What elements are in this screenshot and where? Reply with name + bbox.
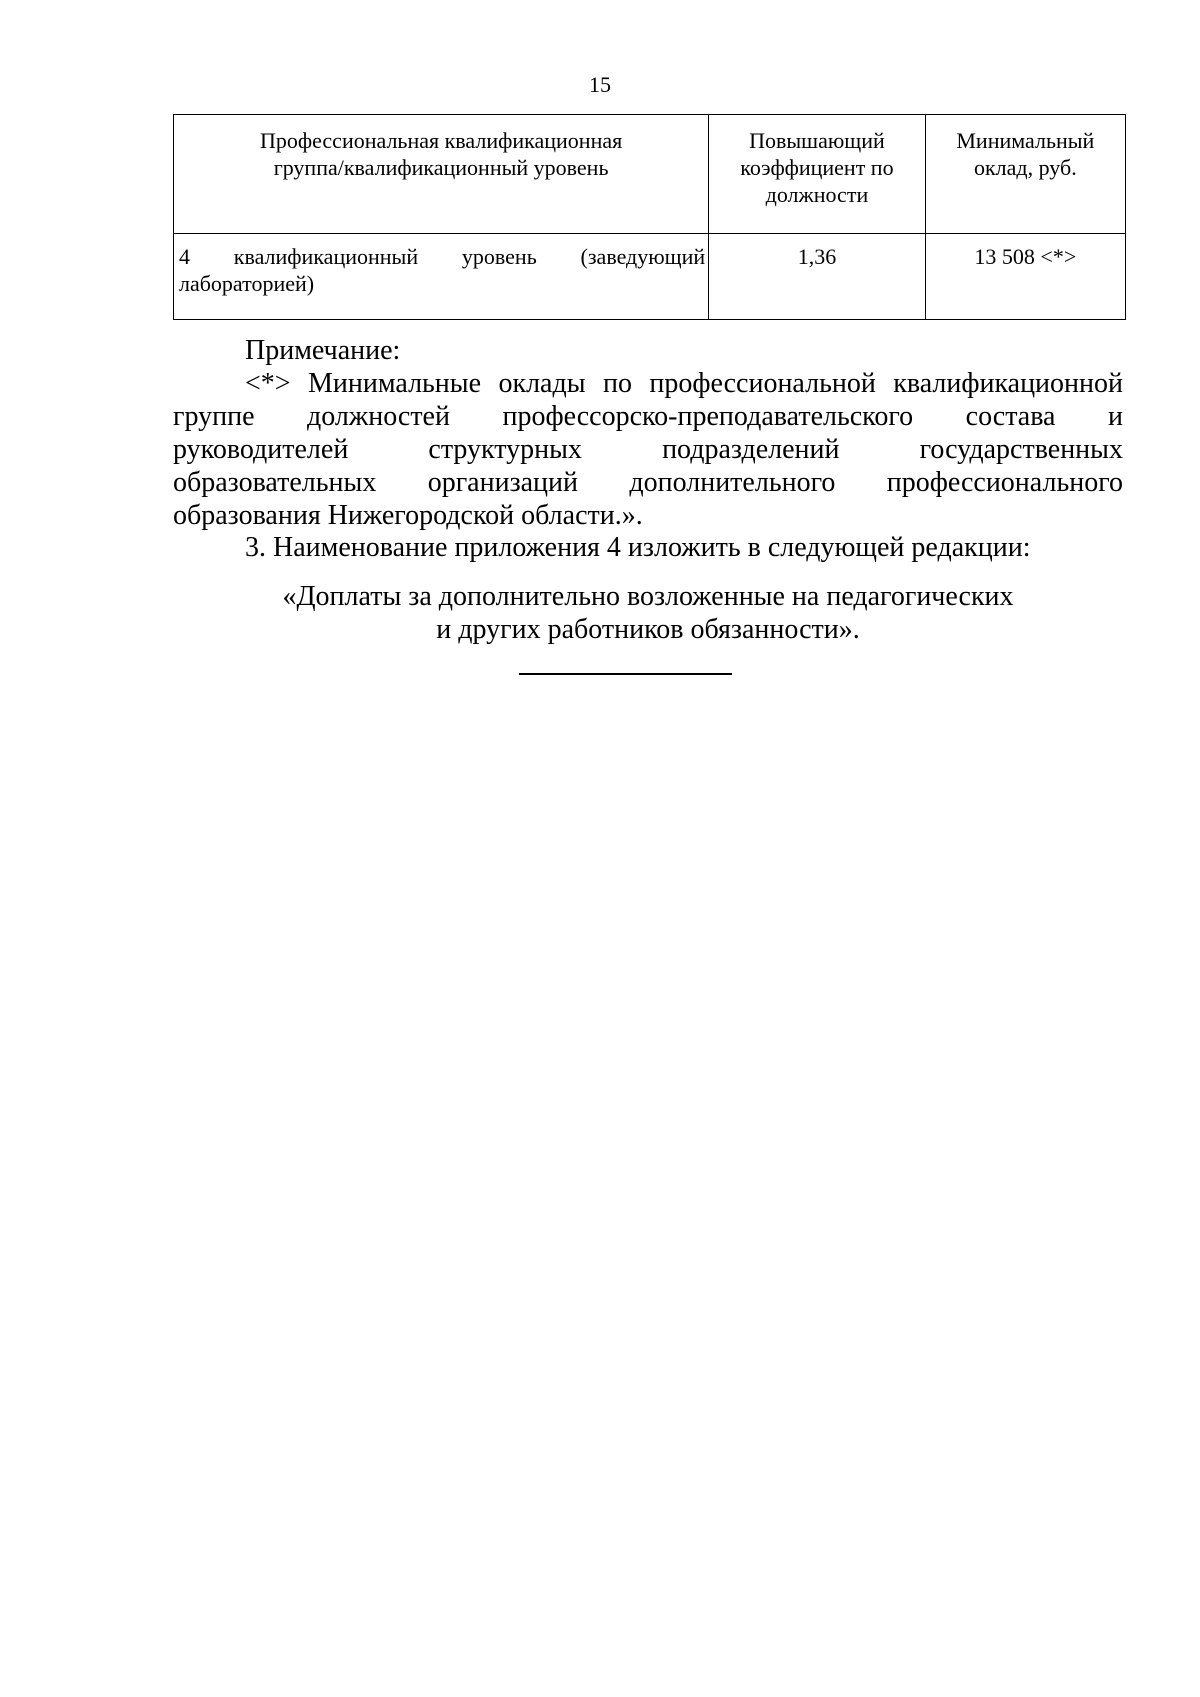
note-word: должностей [307, 401, 450, 432]
note-word: Минимальные [308, 368, 482, 399]
note-line: образования Нижегородской области.». [173, 500, 643, 531]
header-coef-line: коэффициент по [740, 155, 894, 180]
note-word: группе [173, 401, 255, 432]
row-qualification-level [174, 234, 709, 320]
row-label-word: 4 [179, 244, 190, 269]
note-paragraph [173, 367, 1123, 532]
header-qualification-group [174, 115, 709, 234]
row-label-line [179, 243, 705, 270]
note-word: оклады [498, 368, 586, 399]
appendix-title-quote [173, 580, 1123, 646]
note-word: подразделений [662, 434, 840, 465]
note-title: Примечание: [245, 335, 401, 366]
header-coef-line: должности [765, 182, 869, 207]
table-header-row [174, 115, 1126, 234]
page-number: 15 [589, 72, 611, 97]
header-group-line: группа/квалификационный уровень [273, 155, 609, 180]
note-word: образовательных [173, 467, 377, 498]
quote-line: и других работников обязанности». [436, 614, 860, 645]
salary-table [173, 114, 1126, 320]
row-label-word: квалификационный [233, 244, 419, 269]
note-word: состава [965, 401, 1056, 432]
header-salary-line: оклад, руб. [973, 155, 1077, 180]
note-word: и [1107, 401, 1123, 432]
row-label-word: уровень [461, 244, 537, 269]
note-word: дополнительного [629, 467, 836, 498]
header-salary-line: Минимальный [956, 128, 1095, 153]
note-word: структурных [428, 434, 582, 465]
note-word: государственных [919, 434, 1123, 465]
row-label-line: лабораторией) [179, 271, 315, 296]
note-word: руководителей [173, 434, 349, 465]
row-label-word: (заведующий [580, 244, 706, 269]
closing-rule [519, 673, 732, 675]
quote-line: «Доплаты за дополнительно возложенные на педагогических [282, 581, 1014, 612]
note-line [173, 433, 1123, 466]
note-word: <*> [245, 368, 291, 399]
amendment-item-3: 3. Наименование приложения 4 изложить в следующей редакции: [245, 532, 1031, 563]
header-coef-line: Повышающий [749, 128, 885, 153]
note-word: профессиональной [649, 368, 876, 399]
note-word: организаций [427, 467, 579, 498]
header-group-line: Профессиональная квалификационная [259, 128, 623, 153]
header-coefficient [709, 115, 925, 234]
note-line [173, 367, 1123, 400]
note-line [173, 400, 1123, 433]
row-coefficient: 1,36 [709, 234, 925, 320]
note-word: по [602, 368, 632, 399]
table-row [174, 234, 1126, 320]
row-min-salary: 13 508 <*> [925, 234, 1125, 320]
note-line [173, 466, 1123, 499]
header-min-salary [925, 115, 1125, 234]
note-word: профессионального [886, 467, 1123, 498]
note-word: квалификационной [893, 368, 1123, 399]
note-word: профессорско-преподавательского [502, 401, 914, 432]
